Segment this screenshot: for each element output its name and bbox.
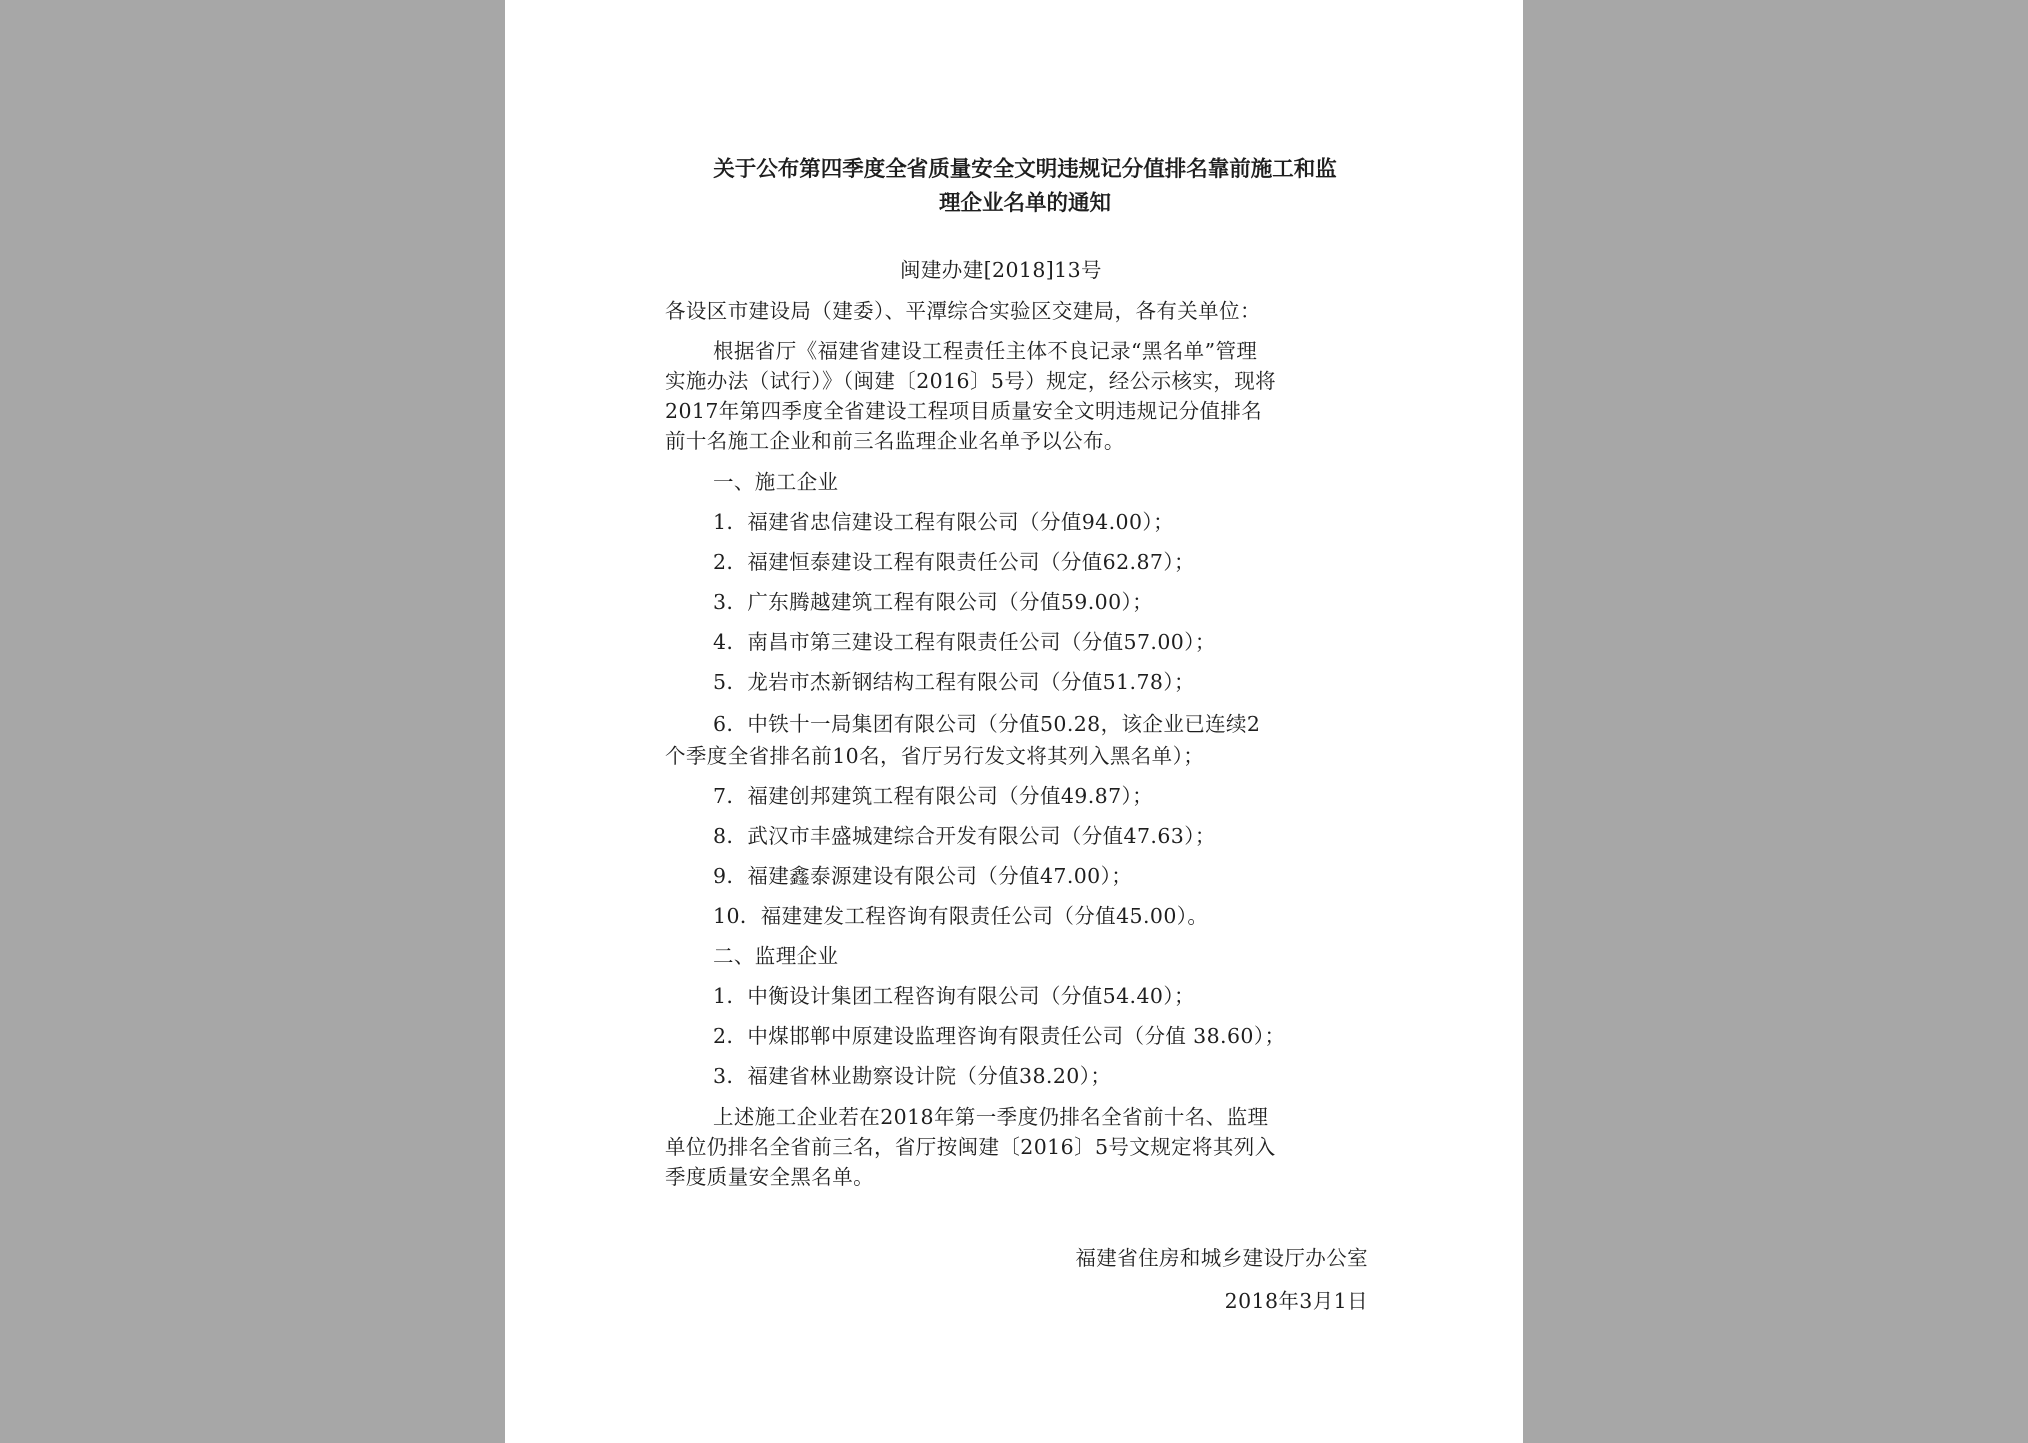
construction-company-item: 7．福建创邦建筑工程有限公司（分值49.87）； [713, 784, 1154, 808]
document-title-line-2: 理企业名单的通知 [938, 191, 1111, 216]
intro-paragraph-line: 2017年第四季度全省建设工程项目质量安全文明违规记分值排名 [665, 399, 1263, 423]
construction-company-item: 1．福建省忠信建设工程有限公司（分值94.00）； [713, 510, 1174, 534]
construction-company-item: 3．广东腾越建筑工程有限公司（分值59.00）； [713, 590, 1154, 614]
construction-company-item: 5．龙岩市杰新钢结构工程有限公司（分值51.78）； [713, 670, 1195, 694]
issue-date: 2018年3月1日 [1224, 1289, 1368, 1313]
supervision-company-item: 3．福建省林业勘察设计院（分值38.20）； [713, 1064, 1112, 1088]
closing-paragraph-line: 单位仍排名全省前三名，省厅按闽建〔2016〕5号文规定将其列入 [665, 1135, 1276, 1159]
closing-paragraph-line: 季度质量安全黑名单。 [665, 1165, 874, 1189]
construction-company-item: 2．福建恒泰建设工程有限责任公司（分值62.87）； [713, 550, 1195, 574]
document-page [505, 0, 1523, 1443]
addressee: 各设区市建设局（建委）、平潭综合实验区交建局，各有关单位： [665, 299, 1261, 323]
section-heading-supervision: 二、监理企业 [713, 944, 839, 968]
construction-company-item: 8．武汉市丰盛城建综合开发有限公司（分值47.63）； [713, 824, 1216, 848]
document-number: 闽建办建[2018]13号 [900, 258, 1102, 282]
intro-paragraph-line: 前十名施工企业和前三名监理企业名单予以公布。 [665, 429, 1125, 453]
construction-company-item: 6．中铁十一局集团有限公司（分值50.28，该企业已连续2 [713, 712, 1261, 736]
construction-company-item: 4．南昌市第三建设工程有限责任公司（分值57.00）； [713, 630, 1216, 654]
section-heading-construction: 一、施工企业 [713, 470, 839, 494]
closing-paragraph-line: 上述施工企业若在2018年第一季度仍排名全省前十名、监理 [713, 1105, 1269, 1129]
document-title-line-1: 关于公布第四季度全省质量安全文明违规记分值排名靠前施工和监 [713, 157, 1337, 182]
intro-paragraph-line: 根据省厅《福建省建设工程责任主体不良记录“黑名单”管理 [713, 339, 1258, 363]
construction-company-item: 10．福建建发工程咨询有限责任公司（分值45.00）。 [713, 904, 1209, 928]
supervision-company-item: 1．中衡设计集团工程咨询有限公司（分值54.40）； [713, 984, 1195, 1008]
intro-paragraph-line: 实施办法（试行）》（闽建〔2016〕5号）规定，经公示核实，现将 [665, 369, 1277, 393]
issuer-signature: 福建省住房和城乡建设厅办公室 [1075, 1246, 1368, 1270]
construction-company-item-continued: 个季度全省排名前10名，省厅另行发文将其列入黑名单）； [665, 744, 1205, 768]
construction-company-item: 9．福建鑫泰源建设有限公司（分值47.00）； [713, 864, 1133, 888]
supervision-company-item: 2．中煤邯郸中原建设监理咨询有限责任公司（分值 38.60）； [713, 1024, 1286, 1048]
